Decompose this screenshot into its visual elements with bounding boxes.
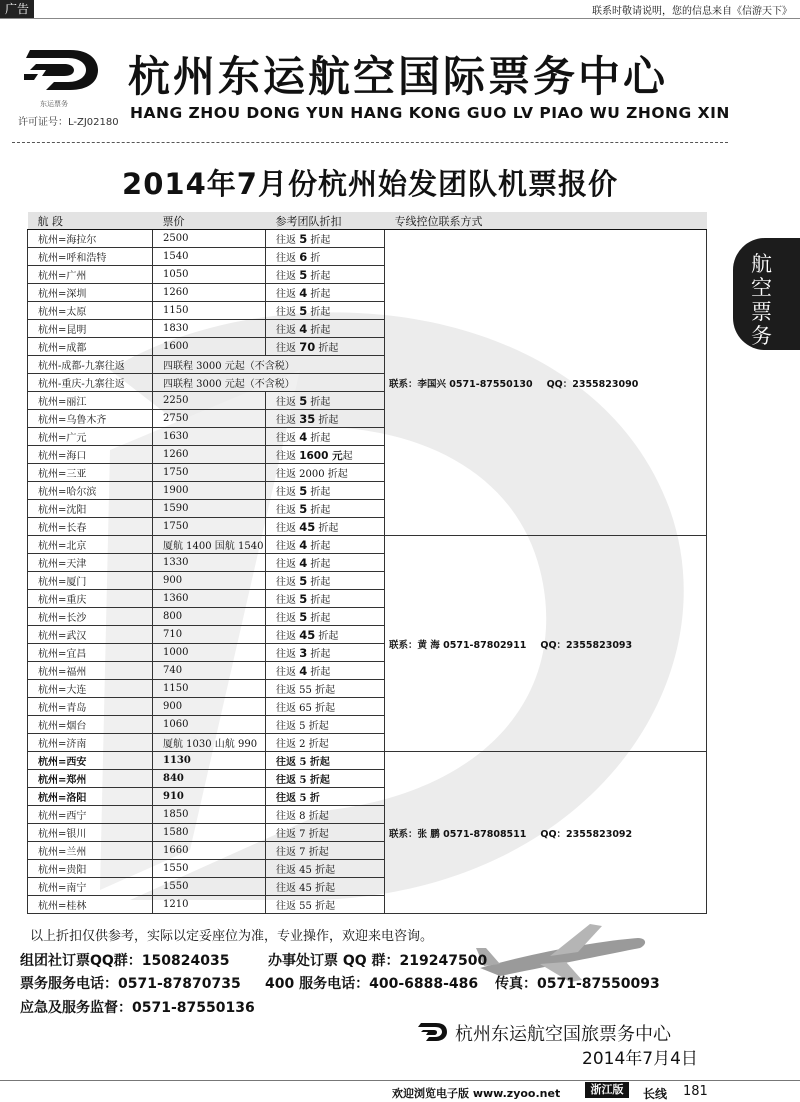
discount-suffix: 起 (342, 450, 353, 462)
contact-person: 联系：李国兴 0571-87550130 (389, 378, 533, 390)
price-cell: 1330 (153, 554, 266, 572)
discount-prefix: 往返 (276, 487, 300, 498)
price-cell: 1900 (153, 482, 266, 500)
discount-suffix: 折起 (307, 271, 331, 282)
discount-suffix: 折起 (315, 523, 339, 534)
route-cell: 杭州-重庆-九寨往返 (28, 374, 153, 392)
service-phone: 票务服务电话：0571-87870735 (20, 976, 241, 992)
price-table (27, 212, 707, 914)
route-cell: 杭州=广州 (28, 266, 153, 284)
discount-prefix: 往返 (276, 433, 300, 444)
section-tab-char: 空 (751, 276, 772, 300)
discount-cell (266, 266, 385, 284)
discount-cell (266, 302, 385, 320)
hotline-400: 400 服务电话：400-6888-486 (265, 976, 479, 992)
column-header-price: 票价 (153, 212, 266, 230)
discount-prefix: 往返 (276, 649, 300, 660)
discount-prefix: 往返 (276, 667, 300, 678)
route-cell: 杭州=深圳 (28, 284, 153, 302)
discount-value: 6 (299, 250, 308, 264)
price-cell: 1260 (153, 446, 266, 464)
company-logo-icon (24, 44, 100, 96)
price-cell: 1150 (153, 680, 266, 698)
discount-cell (266, 698, 385, 716)
price-cell: 1630 (153, 428, 266, 446)
discount-cell (266, 752, 385, 770)
discount-prefix: 往返 45 折起 (276, 883, 336, 894)
discount-cell (266, 824, 385, 842)
route-cell: 杭州=北京 (28, 536, 153, 554)
discount-value: 3 (299, 646, 308, 660)
price-cell: 1750 (153, 518, 266, 536)
price-cell: 厦航 1400 国航 1540 (153, 536, 266, 554)
discount-cell (266, 500, 385, 518)
discount-prefix: 往返 (276, 577, 300, 588)
route-cell: 杭州=宜昌 (28, 644, 153, 662)
discount-value: 5 (299, 304, 308, 318)
discount-cell (266, 572, 385, 590)
discount-prefix: 往返 7 折起 (276, 847, 329, 858)
table-row (28, 230, 707, 248)
price-cell: 1550 (153, 878, 266, 896)
discount-prefix: 往返 (276, 397, 300, 408)
route-cell: 杭州=乌鲁木齐 (28, 410, 153, 428)
discount-cell (266, 716, 385, 734)
company-name: 杭州东运航空国际票务中心 (128, 52, 669, 101)
logo-caption: 东运票务 (40, 100, 68, 108)
discount-prefix: 往返 (276, 631, 300, 642)
discount-prefix: 往返 5 折起 (276, 775, 330, 786)
discount-value: 5 (299, 394, 308, 408)
discount-prefix: 往返 (276, 343, 300, 354)
route-cell: 杭州=武汉 (28, 626, 153, 644)
ad-tag: 广告 (0, 0, 34, 18)
price-cell: 900 (153, 572, 266, 590)
discount-value: 5 (299, 268, 308, 282)
route-cell: 杭州=兰州 (28, 842, 153, 860)
section-tab (733, 238, 800, 350)
discount-prefix: 往返 (276, 505, 300, 516)
discount-cell (266, 338, 385, 356)
price-cell: 1580 (153, 824, 266, 842)
contact-cell (385, 230, 707, 536)
discount-suffix: 折起 (307, 577, 331, 588)
discount-cell (266, 248, 385, 266)
discount-value: 5 (299, 232, 308, 246)
route-cell: 杭州=呼和浩特 (28, 248, 153, 266)
discount-value: 4 (299, 430, 308, 444)
price-cell: 1000 (153, 644, 266, 662)
column-header-discount: 参考团队折扣 (266, 212, 385, 230)
route-cell: 杭州=西宁 (28, 806, 153, 824)
route-cell: 杭州-成都-九寨往返 (28, 356, 153, 374)
route-cell: 杭州=海拉尔 (28, 230, 153, 248)
discount-cell (266, 410, 385, 428)
table-body (28, 230, 707, 914)
discount-suffix: 折起 (307, 613, 331, 624)
price-cell: 厦航 1030 山航 990 (153, 734, 266, 752)
discount-suffix: 折 (307, 253, 321, 264)
price-cell: 1260 (153, 284, 266, 302)
section-label: 长线 (643, 1087, 668, 1101)
contact-person: 联系：黄 海 0571-87802911 (389, 639, 527, 651)
footer-date: 2014年7月4日 (582, 1049, 698, 1069)
discount-cell (266, 806, 385, 824)
route-cell: 杭州=福州 (28, 662, 153, 680)
discount-value: 1600 元 (299, 449, 343, 462)
discount-suffix: 折起 (307, 487, 331, 498)
page-title: 2014年7月份杭州始发团队机票报价 (122, 167, 618, 201)
price-cell: 1550 (153, 860, 266, 878)
route-cell: 杭州=大连 (28, 680, 153, 698)
discount-value: 5 (299, 502, 308, 516)
route-cell: 杭州=哈尔滨 (28, 482, 153, 500)
price-cell: 1600 (153, 338, 266, 356)
route-cell: 杭州=长沙 (28, 608, 153, 626)
discount-prefix: 往返 (276, 595, 300, 606)
price-cell: 2750 (153, 410, 266, 428)
price-cell: 1130 (153, 752, 266, 770)
fax: 传真：0571-87550093 (495, 976, 660, 992)
discount-prefix: 往返 55 折起 (276, 685, 336, 696)
route-cell: 杭州=烟台 (28, 716, 153, 734)
price-cell: 2500 (153, 230, 266, 248)
route-cell: 杭州=沈阳 (28, 500, 153, 518)
table-row (28, 752, 707, 770)
discount-suffix: 折起 (315, 415, 339, 426)
office-qq: 办事处订票 QQ 群：219247500 (268, 953, 488, 969)
disclaimer: 以上折扣仅供参考，实际以定妥座位为准，专业操作，欢迎来电咨询。 (30, 929, 434, 944)
route-cell: 杭州=天津 (28, 554, 153, 572)
discount-cell (266, 554, 385, 572)
contact-qq: QQ：2355823093 (540, 639, 633, 651)
discount-prefix: 往返 7 折起 (276, 829, 329, 840)
price-cell: 1150 (153, 302, 266, 320)
route-cell: 杭州=贵阳 (28, 860, 153, 878)
discount-cell (266, 608, 385, 626)
route-cell: 杭州=海口 (28, 446, 153, 464)
discount-suffix: 折起 (315, 631, 339, 642)
price-cell: 四联程 3000 元起（不含税） (153, 374, 385, 392)
discount-cell (266, 842, 385, 860)
route-cell: 杭州=郑州 (28, 770, 153, 788)
route-cell: 杭州=长春 (28, 518, 153, 536)
price-cell: 1050 (153, 266, 266, 284)
discount-prefix: 往返 (276, 523, 300, 534)
price-cell: 1540 (153, 248, 266, 266)
discount-prefix: 往返 (276, 541, 300, 552)
price-cell: 1660 (153, 842, 266, 860)
route-cell: 杭州=南宁 (28, 878, 153, 896)
discount-suffix: 折起 (307, 541, 331, 552)
discount-suffix: 折起 (307, 667, 331, 678)
route-cell: 杭州=太原 (28, 302, 153, 320)
discount-prefix: 往返 (276, 253, 300, 264)
region-badge: 浙江版 (585, 1082, 629, 1098)
route-cell: 杭州=厦门 (28, 572, 153, 590)
price-cell: 1210 (153, 896, 266, 914)
price-cell: 1750 (153, 464, 266, 482)
discount-cell (266, 662, 385, 680)
discount-cell (266, 644, 385, 662)
column-header-contact: 专线控位联系方式 (385, 212, 707, 230)
discount-suffix: 折起 (307, 325, 331, 336)
discount-prefix: 往返 5 折起 (276, 757, 330, 768)
top-note: 联系时敬请说明，您的信息来自《信游天下》 (592, 6, 792, 17)
page-number: 181 (683, 1084, 708, 1099)
price-cell: 1060 (153, 716, 266, 734)
discount-suffix: 折起 (307, 433, 331, 444)
route-cell: 杭州=银川 (28, 824, 153, 842)
company-pinyin: HANG ZHOU DONG YUN HANG KONG GUO LV PIAO WU ZHONG XIN (130, 104, 730, 122)
contact-qq: QQ：2355823090 (546, 378, 639, 390)
discount-cell (266, 860, 385, 878)
price-cell: 1850 (153, 806, 266, 824)
discount-cell (266, 590, 385, 608)
table-row (28, 536, 707, 554)
price-cell: 1590 (153, 500, 266, 518)
route-cell: 杭州=西安 (28, 752, 153, 770)
price-cell: 740 (153, 662, 266, 680)
price-cell: 1830 (153, 320, 266, 338)
discount-cell (266, 734, 385, 752)
discount-prefix: 往返 (276, 613, 300, 624)
discount-cell (266, 680, 385, 698)
discount-cell (266, 788, 385, 806)
discount-suffix: 折起 (307, 289, 331, 300)
discount-prefix: 往返 5 折起 (276, 721, 329, 732)
discount-prefix: 往返 55 折起 (276, 901, 336, 912)
discount-suffix: 折起 (307, 307, 331, 318)
discount-cell (266, 482, 385, 500)
discount-cell (266, 464, 385, 482)
discount-cell (266, 770, 385, 788)
discount-prefix: 往返 45 折起 (276, 865, 336, 876)
discount-value: 5 (299, 592, 308, 606)
discount-cell (266, 896, 385, 914)
discount-prefix: 往返 (276, 450, 300, 462)
group-qq: 组团社订票QQ群：150824035 (20, 953, 230, 969)
discount-prefix: 往返 (276, 271, 300, 282)
discount-cell (266, 284, 385, 302)
discount-value: 4 (299, 286, 308, 300)
discount-cell (266, 518, 385, 536)
price-cell: 900 (153, 698, 266, 716)
footer-logo-icon (418, 1021, 448, 1043)
footer-company: 杭州东运航空国旅票务中心 (455, 1024, 671, 1045)
discount-value: 4 (299, 664, 308, 678)
discount-prefix: 往返 (276, 307, 300, 318)
discount-value: 5 (299, 484, 308, 498)
route-cell: 杭州=丽江 (28, 392, 153, 410)
discount-cell (266, 230, 385, 248)
discount-prefix: 往返 (276, 235, 300, 246)
discount-prefix: 往返 (276, 325, 300, 336)
discount-cell (266, 320, 385, 338)
discount-value: 70 (299, 340, 316, 354)
discount-value: 4 (299, 538, 308, 552)
route-cell: 杭州=桂林 (28, 896, 153, 914)
discount-suffix: 折起 (315, 343, 339, 354)
route-cell: 杭州=济南 (28, 734, 153, 752)
discount-prefix: 往返 65 折起 (276, 703, 336, 714)
discount-prefix: 往返 2000 折起 (276, 469, 348, 480)
discount-cell (266, 536, 385, 554)
contact-person: 联系：张 鹏 0571-87808511 (389, 828, 527, 840)
price-cell: 710 (153, 626, 266, 644)
price-cell: 910 (153, 788, 266, 806)
discount-cell (266, 428, 385, 446)
route-cell: 杭州=三亚 (28, 464, 153, 482)
route-cell: 杭州=昆明 (28, 320, 153, 338)
section-tab-char: 票 (751, 300, 772, 324)
permit-number: 许可证号：L-ZJ02180 (18, 117, 119, 128)
discount-value: 45 (299, 520, 316, 534)
discount-value: 45 (299, 628, 316, 642)
price-cell: 800 (153, 608, 266, 626)
price-cell: 1360 (153, 590, 266, 608)
route-cell: 杭州=广元 (28, 428, 153, 446)
column-header-route: 航 段 (28, 212, 153, 230)
discount-cell (266, 626, 385, 644)
discount-value: 5 (299, 574, 308, 588)
contact-cell (385, 752, 707, 914)
route-cell: 杭州=成都 (28, 338, 153, 356)
browse-link[interactable]: 欢迎浏览电子版 www.zyoo.net (392, 1087, 561, 1100)
discount-cell (266, 446, 385, 464)
discount-cell (266, 878, 385, 896)
discount-suffix: 折起 (307, 505, 331, 516)
discount-suffix: 折起 (307, 397, 331, 408)
discount-value: 4 (299, 556, 308, 570)
route-cell: 杭州=重庆 (28, 590, 153, 608)
section-tab-char: 务 (751, 324, 772, 348)
discount-cell (266, 392, 385, 410)
price-cell: 四联程 3000 元起（不含税） (153, 356, 385, 374)
header-divider (12, 142, 728, 143)
price-cell: 2250 (153, 392, 266, 410)
route-cell: 杭州=青岛 (28, 698, 153, 716)
discount-suffix: 折起 (307, 235, 331, 246)
discount-prefix: 往返 5 折 (276, 793, 320, 804)
discount-prefix: 往返 2 折起 (276, 739, 329, 750)
discount-prefix: 往返 (276, 289, 300, 300)
emergency-phone: 应急及服务监督：0571-87550136 (20, 1000, 255, 1016)
route-cell: 杭州=洛阳 (28, 788, 153, 806)
discount-prefix: 往返 (276, 415, 300, 426)
discount-suffix: 折起 (307, 595, 331, 606)
discount-value: 5 (299, 610, 308, 624)
section-tab-char: 航 (751, 252, 772, 276)
discount-value: 4 (299, 322, 308, 336)
table-header-row (28, 212, 707, 230)
contact-qq: QQ：2355823092 (540, 828, 633, 840)
discount-suffix: 折起 (307, 559, 331, 570)
discount-suffix: 折起 (307, 649, 331, 660)
discount-prefix: 往返 8 折起 (276, 811, 329, 822)
price-cell: 840 (153, 770, 266, 788)
contact-cell (385, 536, 707, 752)
discount-prefix: 往返 (276, 559, 300, 570)
discount-value: 35 (299, 412, 316, 426)
